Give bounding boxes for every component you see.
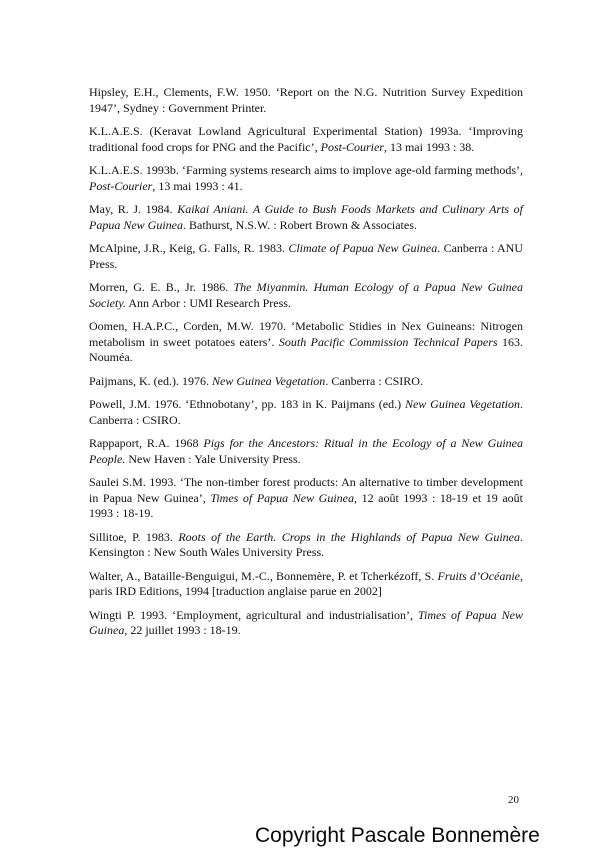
reference-entry xyxy=(89,397,523,428)
reference-title: New Guinea Vegetation xyxy=(211,373,326,388)
reference-text: Hipsley, E.H., Clements, F.W. 1950. ‘Report on the N.G. Nutrition Survey Expedition 1947’, Sydney : Government Printer. xyxy=(89,85,523,115)
reference-entry xyxy=(89,202,523,233)
reference-entry xyxy=(89,569,523,600)
reference-entry xyxy=(89,608,523,639)
reference-text: . Bathurst, N.S.W. : Robert Brown & Associates. xyxy=(183,217,417,232)
reference-text: Oomen, H.A.P.C., Corden, M.W. 1970. ‘Metabolic Stidies in Nex Guineans: Nitrogen metabolism in sweet potatoes eaters’. xyxy=(89,319,523,349)
reference-title: New Guinea Vegetation xyxy=(404,397,520,411)
reference-text: Ann Arbor : UMI Research Press. xyxy=(125,295,291,310)
reference-text: . Canberra : CSIRO. xyxy=(89,397,523,427)
reference-title: South Pacific Commission Technical Papers xyxy=(278,334,498,349)
reference-entry xyxy=(89,280,523,311)
reference-text: Walter, A., Bataille-Benguigui, M.-C., Bonnemère, P. et Tcherkézoff, S. xyxy=(89,568,438,583)
reference-text: Morren, G. E. B., Jr. 1986. xyxy=(89,280,234,294)
reference-text: . Canberra : ANU Press. xyxy=(89,241,523,271)
reference-entry xyxy=(89,436,523,467)
reference-title: Kaikai Aniani. A Guide to Bush Foods Markets and Culinary Arts of Papua New Guinea xyxy=(89,202,523,232)
reference-text: . Canberra : CSIRO. xyxy=(325,373,423,388)
reference-entry xyxy=(89,374,523,390)
reference-title: Times of Papua New Guinea, xyxy=(210,490,357,505)
reference-title: Post-Courier xyxy=(320,139,384,154)
reference-title: Post-Courier xyxy=(89,178,153,193)
reference-text: Sillitoe, P. 1983. xyxy=(89,529,179,544)
page-number: 20 xyxy=(508,794,519,806)
reference-text: 163. Nouméa. xyxy=(89,334,523,365)
reference-entry xyxy=(89,85,523,116)
reference-entry xyxy=(89,124,523,155)
reference-text: , 22 juillet 1993 : 18-19. xyxy=(124,623,241,638)
reference-text: Rappaport, R.A. 1968 xyxy=(89,436,204,450)
reference-text: , 13 mai 1993 : 41. xyxy=(152,178,243,193)
reference-text: . Kensington : New South Wales University Press. xyxy=(89,529,523,560)
reference-text: New Haven : Yale University Press. xyxy=(125,451,301,466)
reference-text: , 13 mai 1993 : 38. xyxy=(383,139,475,154)
reference-title: Climate of Papua New Guinea xyxy=(288,241,438,255)
reference-text: , paris IRD Editions, 1994 [traduction anglaise parue en 2002] xyxy=(89,568,524,599)
reference-title: Times of Papua New Guinea xyxy=(89,607,523,638)
reference-text: McAlpine, J.R., Keig, G. Falls, R. 1983. xyxy=(89,241,289,255)
reference-text: K.L.A.E.S. (Keravat Lowland Agricultural Experimental Station) 1993a. ‘Improving traditional food crops for PNG and the Pacific’, xyxy=(89,124,523,154)
reference-text: K.L.A.E.S. 1993b. ‘Farming systems research aims to implove age-old farming methods’, xyxy=(89,163,523,177)
reference-entry xyxy=(89,163,523,194)
reference-title: Fruits d’Océanie xyxy=(437,568,521,583)
reference-entry xyxy=(89,475,523,522)
reference-text: May, R. J. 1984. xyxy=(89,202,178,216)
reference-entry xyxy=(89,319,523,366)
reference-entry xyxy=(89,530,523,561)
reference-title: Pigs for the Ancestors: Ritual in the Ecology of a New Guinea People. xyxy=(89,436,523,466)
reference-text: Saulei S.M. 1993. ‘The non-timber forest products: An alternative to timber development in Papua New Guinea’, xyxy=(89,475,523,505)
reference-text: 12 août 1993 : 18-19 et 19 août 1993 : 18-19. xyxy=(89,490,523,521)
reference-entry xyxy=(89,241,523,272)
reference-title: The Miyanmin. Human Ecology of a Papua New Guinea Society. xyxy=(89,280,523,310)
reference-title: Roots of the Earth. Crops in the Highlands of Papua New Guinea xyxy=(178,529,520,544)
reference-text: Powell, J.M. 1976. ‘Ethnobotany’, pp. 183 in K. Paijmans (ed.) xyxy=(89,397,405,411)
reference-text: Paijmans, K. (ed.). 1976. xyxy=(89,373,212,388)
copyright-watermark: Copyright Pascale Bonnemère xyxy=(255,824,540,847)
reference-list xyxy=(89,85,523,647)
reference-text: Wingti P. 1993. ‘Employment, agricultural and industrialisation’, xyxy=(89,607,419,622)
